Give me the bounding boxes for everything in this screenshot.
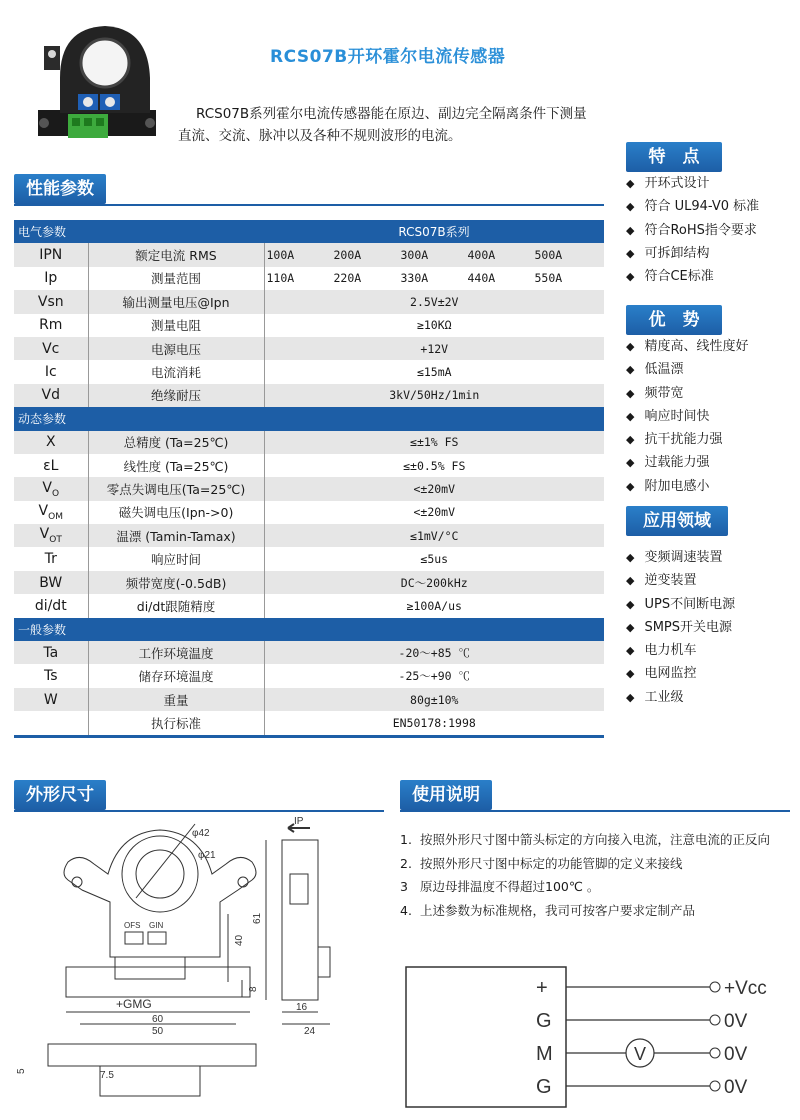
param-name: di/dt跟随精度 <box>88 594 264 617</box>
terminal-icon <box>710 1081 720 1091</box>
param-symbol: Vsn <box>14 290 88 313</box>
features-list <box>626 172 759 288</box>
param-value: 330A <box>400 271 429 286</box>
list-item: ◆ 变频调速装置 <box>626 546 735 569</box>
section-features: 特 点 <box>626 142 722 172</box>
table-row <box>14 641 604 664</box>
table-row <box>14 454 604 477</box>
section-applications: 应用领域 <box>626 506 728 536</box>
table-row <box>14 360 604 383</box>
param-name: 频带宽度(-0.5dB) <box>88 571 264 594</box>
param-value: ≤±0.5% FS <box>403 458 466 473</box>
param-name: 总精度 (Ta=25℃) <box>88 431 264 454</box>
label-gin: GIN <box>149 921 164 930</box>
param-value: 100A <box>266 248 295 263</box>
terminal-icon <box>710 1048 720 1058</box>
param-name: 输出测量电压@Ipn <box>88 290 264 313</box>
section-dimensions: 外形尺寸 <box>14 780 106 810</box>
param-value: ≤15mA <box>416 365 452 380</box>
param-symbol: $V_O$ <box>14 477 88 500</box>
param-symbol: Rm <box>14 314 88 337</box>
group-header <box>14 618 604 641</box>
table-row <box>14 664 604 687</box>
group-header <box>14 407 604 430</box>
param-symbol <box>14 711 88 734</box>
param-name: 磁失调电压(Ipn->0) <box>88 501 264 524</box>
dim-24: 24 <box>304 1026 316 1037</box>
usage-item: 1. 按照外形尺寸图中箭头标定的方向接入电流，注意电流的正反向 <box>400 832 771 847</box>
pin-label: + <box>536 977 548 999</box>
applications-list <box>626 546 735 709</box>
terminal-icon <box>710 1015 720 1025</box>
list-item: ◆ 附加电感小 <box>626 475 748 498</box>
param-name: 绝缘耐压 <box>88 384 264 407</box>
param-value: 500A <box>534 248 563 263</box>
series-label: RCS07B系列 <box>264 220 604 243</box>
param-value: <±20mV <box>413 505 456 520</box>
section-rule <box>14 204 604 206</box>
pin-label: M <box>536 1043 553 1065</box>
usage-list <box>400 828 770 922</box>
param-value: 440A <box>467 271 496 286</box>
terminal-icon <box>710 982 720 992</box>
usage-item: 4. 上述参数为标准规格，我司可按客户要求定制产品 <box>400 902 696 918</box>
param-symbol: W <box>14 688 88 711</box>
param-symbol: Ts <box>14 664 88 687</box>
param-name: 电流消耗 <box>88 360 264 383</box>
list-item: ◆ 精度高、线性度好 <box>626 335 748 358</box>
dim-8: 8 <box>248 986 259 992</box>
output-label: +Vcc <box>724 978 767 999</box>
table-row <box>14 384 604 407</box>
param-symbol: $V_{OM}$ <box>14 501 88 524</box>
list-item: ◆ UPS不间断电源 <box>626 593 735 616</box>
param-name: 测量电阻 <box>88 314 264 337</box>
param-symbol: Vc <box>14 337 88 360</box>
dim-60: 60 <box>152 1014 164 1025</box>
list-item: ◆ 响应时间快 <box>626 405 748 428</box>
param-symbol: IPN <box>14 243 88 266</box>
param-value: 80g±10% <box>264 688 604 711</box>
table-row <box>14 547 604 570</box>
dim-d21: φ21 <box>198 850 216 861</box>
table-row <box>14 267 604 290</box>
table-row <box>14 337 604 360</box>
param-symbol: Ip <box>14 267 88 290</box>
spec-table <box>14 220 604 735</box>
output-label: 0V <box>724 1011 748 1032</box>
param-name: 电源电压 <box>88 337 264 360</box>
intro-text: RCS07B系列霍尔电流传感器能在原边、副边完全隔离条件下测量直流、交流、脉冲以及各种不规则波形的电流。 <box>178 106 587 144</box>
list-item: ◆ 抗干扰能力强 <box>626 428 748 451</box>
dim-7-5: 7.5 <box>100 1070 114 1081</box>
dim-40: 40 <box>234 934 245 946</box>
wiring-diagram <box>400 965 790 1115</box>
label-ip: IP <box>294 816 304 827</box>
output-label: 0V <box>724 1044 748 1065</box>
list-item: ◆ 电网监控 <box>626 662 735 685</box>
output-label: 0V <box>724 1077 748 1098</box>
param-name: 线性度 (Ta=25℃) <box>88 454 264 477</box>
section-advantages: 优 势 <box>626 305 722 335</box>
dim-61: 61 <box>252 912 263 924</box>
usage-item: 2. 按照外形尺寸图中标定的功能管脚的定义来接线 <box>400 855 683 871</box>
group-label: 一般参数 <box>14 618 604 641</box>
table-row <box>14 314 604 337</box>
table-row <box>14 501 604 524</box>
param-symbol: X <box>14 431 88 454</box>
param-name: 额定电流 RMS <box>88 243 264 266</box>
param-value: ≤5us <box>420 552 449 567</box>
list-item: ◆ 低温漂 <box>626 358 748 381</box>
list-item: ◆ SMPS开关电源 <box>626 616 735 639</box>
param-value: 300A <box>400 248 429 263</box>
param-name: 测量范围 <box>88 267 264 290</box>
param-value: 550A <box>534 271 563 286</box>
param-value: 400A <box>467 248 496 263</box>
section-usage: 使用说明 <box>400 780 492 810</box>
page-title: RCS07B开环霍尔电流传感器 <box>270 47 506 67</box>
param-value: 220A <box>333 271 362 286</box>
param-symbol: Ta <box>14 641 88 664</box>
param-symbol: BW <box>14 571 88 594</box>
voltmeter-icon: V <box>634 1044 647 1064</box>
table-row <box>14 594 604 617</box>
param-value: 200A <box>333 248 362 263</box>
dim-5: 5 <box>16 1068 27 1074</box>
section-performance: 性能参数 <box>14 174 106 204</box>
param-name: 工作环境温度 <box>88 641 264 664</box>
param-value: ≥10KΩ <box>416 318 452 333</box>
section-rule <box>400 810 790 812</box>
list-item: ◆ 符合 UL94-V0 标准 <box>626 195 759 218</box>
list-item: ◆ 可拆卸结构 <box>626 242 759 265</box>
param-name: 储存环境温度 <box>88 664 264 687</box>
table-bottom-rule <box>14 735 604 738</box>
list-item: ◆ 符合CE标准 <box>626 265 759 288</box>
param-value: 3kV/50Hz/1min <box>264 384 604 407</box>
dim-50: 50 <box>152 1026 164 1037</box>
table-row <box>14 711 604 734</box>
list-item: ◆ 符合RoHS指令要求 <box>626 219 759 242</box>
param-name: 响应时间 <box>88 547 264 570</box>
group-label: 动态参数 <box>14 407 604 430</box>
param-value: EN50178:1998 <box>392 715 476 730</box>
param-value: DC～200kHz <box>264 571 604 594</box>
table-row <box>14 431 604 454</box>
list-item: ◆ 电力机车 <box>626 639 735 662</box>
param-symbol: Tr <box>14 547 88 570</box>
table-row <box>14 524 604 547</box>
table-row <box>14 243 604 266</box>
advantages-list <box>626 335 748 498</box>
list-item: ◆ 开环式设计 <box>626 172 759 195</box>
param-value: -20～+85 ℃ <box>264 641 604 664</box>
param-value: ≥100A/us <box>406 598 462 613</box>
table-row <box>14 688 604 711</box>
param-symbol: Ic <box>14 360 88 383</box>
usage-item: 3 原边母排温度不得超过100℃ 。 <box>400 879 600 894</box>
param-name: 执行标准 <box>88 711 264 734</box>
param-name: 零点失调电压(Ta=25℃) <box>88 477 264 500</box>
param-value: 110A <box>266 271 295 286</box>
dim-16: 16 <box>296 1002 308 1013</box>
list-item: ◆ 过载能力强 <box>626 451 748 474</box>
group-label: 电气参数 <box>14 220 88 243</box>
table-row <box>14 290 604 313</box>
param-value: ≤1mV/°C <box>264 524 604 547</box>
param-name: 温漂 (Tamin-Tamax) <box>88 524 264 547</box>
param-value: ≤±1% FS <box>264 431 604 454</box>
list-item: ◆ 逆变装置 <box>626 569 735 592</box>
table-row <box>14 477 604 500</box>
pin-label: G <box>536 1010 552 1032</box>
list-item: ◆ 工业级 <box>626 686 735 709</box>
param-value: <±20mV <box>264 477 604 500</box>
param-symbol: Vd <box>14 384 88 407</box>
label-pins: +GMG <box>116 997 152 1011</box>
product-photo <box>30 18 170 148</box>
dimension-drawing <box>16 812 380 1112</box>
list-item: ◆ 频带宽 <box>626 382 748 405</box>
pin-label: G <box>536 1076 552 1098</box>
param-value: -25～+90 ℃ <box>398 669 470 684</box>
param-value: 2.5V±2V <box>264 290 604 313</box>
group-header-electrical <box>14 220 604 243</box>
param-symbol: εL <box>14 454 88 477</box>
param-symbol: $V_{OT}$ <box>14 524 88 547</box>
param-value: +12V <box>264 337 604 360</box>
param-name: 重量 <box>88 688 264 711</box>
table-row <box>14 571 604 594</box>
param-symbol: di/dt <box>14 594 88 617</box>
dim-d42: φ42 <box>192 828 210 839</box>
label-ofs: OFS <box>124 921 141 930</box>
